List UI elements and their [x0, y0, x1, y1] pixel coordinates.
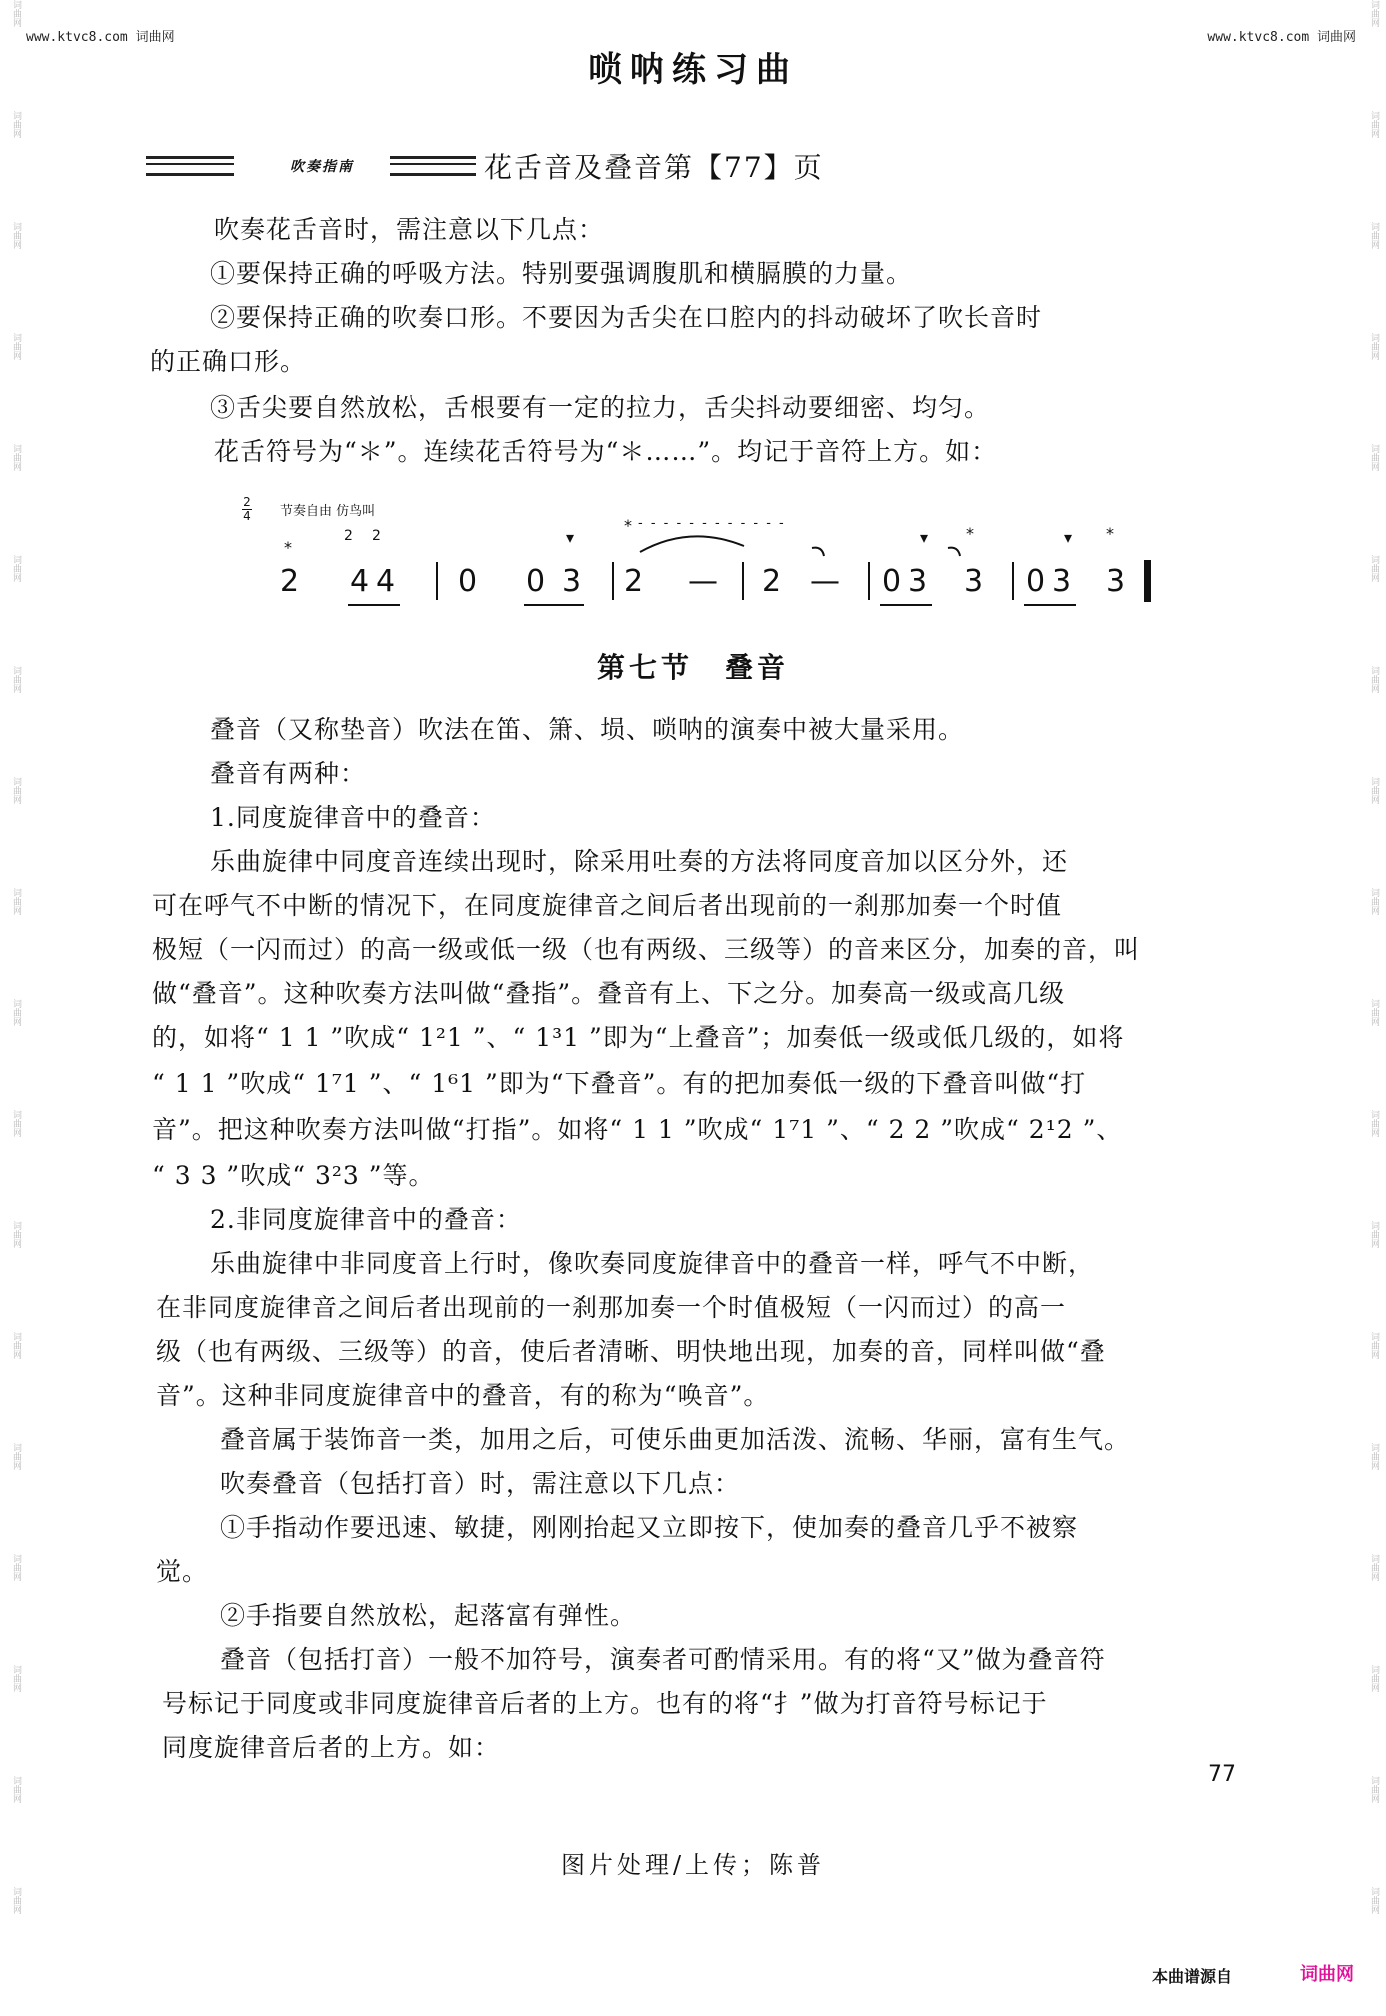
- body-line: 叠音（又称垫音）吹法在笛、箫、埙、唢呐的演奏中被大量采用。: [210, 715, 965, 744]
- body-line: “ 3 3 ”吹成“ 3²3 ”等。: [152, 1161, 435, 1190]
- body-line: 叠音属于装饰音一类，加用之后，可使乐曲更加活泼、流畅、华丽，富有生气。: [220, 1425, 1131, 1454]
- note: 3: [1052, 564, 1072, 599]
- note: 0: [882, 564, 902, 599]
- end-bar-line: [1144, 560, 1151, 602]
- note: 0: [1026, 564, 1046, 599]
- bar-line: [436, 562, 438, 600]
- accent-mark-icon: ▾: [566, 528, 575, 547]
- footer-source: 本曲谱源自: [1152, 1967, 1233, 1986]
- accent-mark-icon: ▾: [920, 528, 929, 547]
- slur-marks: [620, 520, 980, 560]
- body-line: ①手指动作要迅速、敏捷，刚刚抬起又立即按下，使加奏的叠音几乎不被察: [220, 1513, 1079, 1542]
- note: —: [688, 564, 718, 599]
- note: —: [810, 564, 840, 599]
- body-line: 做“叠音”。这种吹奏方法叫做“叠指”。叠音有上、下之分。加奏高一级或高几级: [152, 979, 1066, 1008]
- note: 3: [908, 564, 928, 599]
- guide-heading: 花舌音及叠音第【77】页: [484, 151, 824, 184]
- note: 0: [458, 564, 478, 599]
- body-line: 觉。: [156, 1557, 209, 1586]
- note: 0: [526, 564, 546, 599]
- site-url-left[interactable]: www.ktvc8.com 词曲网: [26, 30, 175, 45]
- watermark-right: 词曲网 词曲网 词曲网 词曲网 词曲网 词曲网 词曲网 词曲网 词曲网 词曲网 词曲网 词曲网 词曲网 词曲网 词曲网 词曲网 词曲网 词曲网: [1368, 0, 1379, 1914]
- music-score: [240, 496, 1180, 606]
- section-title: 第七节 叠音: [596, 651, 789, 684]
- body-line: 同度旋律音后者的上方。如：: [162, 1733, 501, 1762]
- body-line: 的，如将“ 1 1 ”吹成“ 1²1 ”、“ 1³1 ”即为“上叠音”；加奏低一级或低几级的，如将: [152, 1023, 1125, 1052]
- bar-line: [868, 562, 870, 600]
- body-line: 音”。这种非同度旋律音中的叠音，有的称为“唤音”。: [156, 1381, 770, 1410]
- intro-line: ①要保持正确的呼吸方法。特别要强调腹肌和横膈膜的力量。: [210, 259, 913, 288]
- continuous-flutter-line: - - - - - - - - - - - -: [638, 516, 786, 531]
- note: 2: [280, 564, 300, 599]
- beam-line: [348, 604, 400, 606]
- tempo-marking: 节奏自由 仿鸟叫: [280, 504, 376, 519]
- body-line: 叠音（包括打音）一般不加符号，演奏者可酌情采用。有的将“又”做为叠音符: [220, 1645, 1106, 1674]
- body-line: 音”。把这种吹奏方法叫做“打指”。如将“ 1 1 ”吹成“ 1⁷1 ”、“ 2 2 ”吹成“ 2¹2 ”、: [152, 1115, 1123, 1144]
- beam-line: [1024, 604, 1076, 606]
- decorative-rule: [390, 156, 476, 176]
- note: 2: [762, 564, 782, 599]
- bar-line: [612, 562, 614, 600]
- page-title: 唢呐练习曲: [588, 50, 798, 90]
- note: 4: [350, 564, 370, 599]
- body-line: “ 1 1 ”吹成“ 1⁷1 ”、“ 1⁶1 ”即为“下叠音”。有的把加奏低一级的下叠音叫做“打: [152, 1069, 1087, 1098]
- flutter-mark-icon: *: [284, 538, 292, 557]
- note: 3: [964, 564, 984, 599]
- body-line: ②手指要自然放松，起落富有弹性。: [220, 1601, 637, 1630]
- body-line: 级（也有两级、三级等）的音，使后者清晰、明快地出现，加奏的音，同样叫做“叠: [156, 1337, 1106, 1366]
- bar-line: [1012, 562, 1014, 600]
- guide-header: [146, 148, 824, 184]
- intro-line: 的正确口形。: [150, 347, 307, 376]
- intro-line: ③舌尖要自然放松，舌根要有一定的拉力，舌尖抖动要细密、均匀。: [210, 393, 991, 422]
- site-url-right[interactable]: www.ktvc8.com 词曲网: [1207, 30, 1356, 45]
- page-number: 77: [1208, 1762, 1236, 1787]
- body-line: 号标记于同度或非同度旋律音后者的上方。也有的将“扌”做为打音符号标记于: [162, 1689, 1048, 1718]
- grace-note: 2: [372, 528, 381, 544]
- decorative-rule: [146, 156, 234, 176]
- body-line: 吹奏叠音（包括打音）时，需注意以下几点：: [220, 1469, 741, 1498]
- body-line: 叠音有两种：: [210, 759, 367, 788]
- time-signature: 2 4: [243, 495, 251, 523]
- body-line: 乐曲旋律中同度音连续出现时，除采用吐奏的方法将同度音加以区分外，还: [210, 847, 1069, 876]
- flutter-mark-icon: *: [966, 524, 974, 543]
- flutter-mark-icon: *: [624, 516, 632, 535]
- bar-line: [742, 562, 744, 600]
- accent-mark-icon: ▾: [1064, 528, 1073, 547]
- note: 3: [562, 564, 582, 599]
- body-line: 极短（一闪而过）的高一级或低一级（也有两级、三级等）的音来区分，加奏的音，叫: [152, 935, 1141, 964]
- body-line: 可在呼气不中断的情况下，在同度旋律音之间后者出现前的一刹那加奏一个时值: [152, 891, 1063, 920]
- guide-label: 吹奏指南: [290, 159, 354, 175]
- upload-credit: 图片处理/上传；陈普: [560, 1851, 826, 1879]
- beam-line: [880, 604, 932, 606]
- body-line: 乐曲旋律中非同度音上行时，像吹奏同度旋律音中的叠音一样，呼气不中断，: [210, 1249, 1095, 1278]
- note: 3: [1106, 564, 1126, 599]
- flutter-mark-icon: *: [1106, 524, 1114, 543]
- intro-line: ②要保持正确的吹奏口形。不要因为舌尖在口腔内的抖动破坏了吹长音时: [210, 303, 1043, 332]
- beam-line: [524, 604, 584, 606]
- body-line: 1.同度旋律音中的叠音：: [210, 803, 496, 832]
- body-line: 在非同度旋律音之间后者出现前的一刹那加奏一个时值极短（一闪而过）的高一: [156, 1293, 1067, 1322]
- intro-line: 吹奏花舌音时，需注意以下几点：: [214, 215, 605, 244]
- grace-note: 2: [344, 528, 353, 544]
- intro-line: 花舌符号为“＊”。连续花舌符号为“＊……”。均记于音符上方。如：: [214, 437, 998, 466]
- footer-brand-link[interactable]: 词曲网: [1300, 1964, 1354, 1985]
- note: 2: [624, 564, 644, 599]
- body-line: 2.非同度旋律音中的叠音：: [210, 1205, 522, 1234]
- watermark-left: 词曲网 词曲网 词曲网 词曲网 词曲网 词曲网 词曲网 词曲网 词曲网 词曲网 词曲网 词曲网 词曲网 词曲网 词曲网 词曲网 词曲网 词曲网: [10, 0, 21, 1914]
- note: 4: [376, 564, 396, 599]
